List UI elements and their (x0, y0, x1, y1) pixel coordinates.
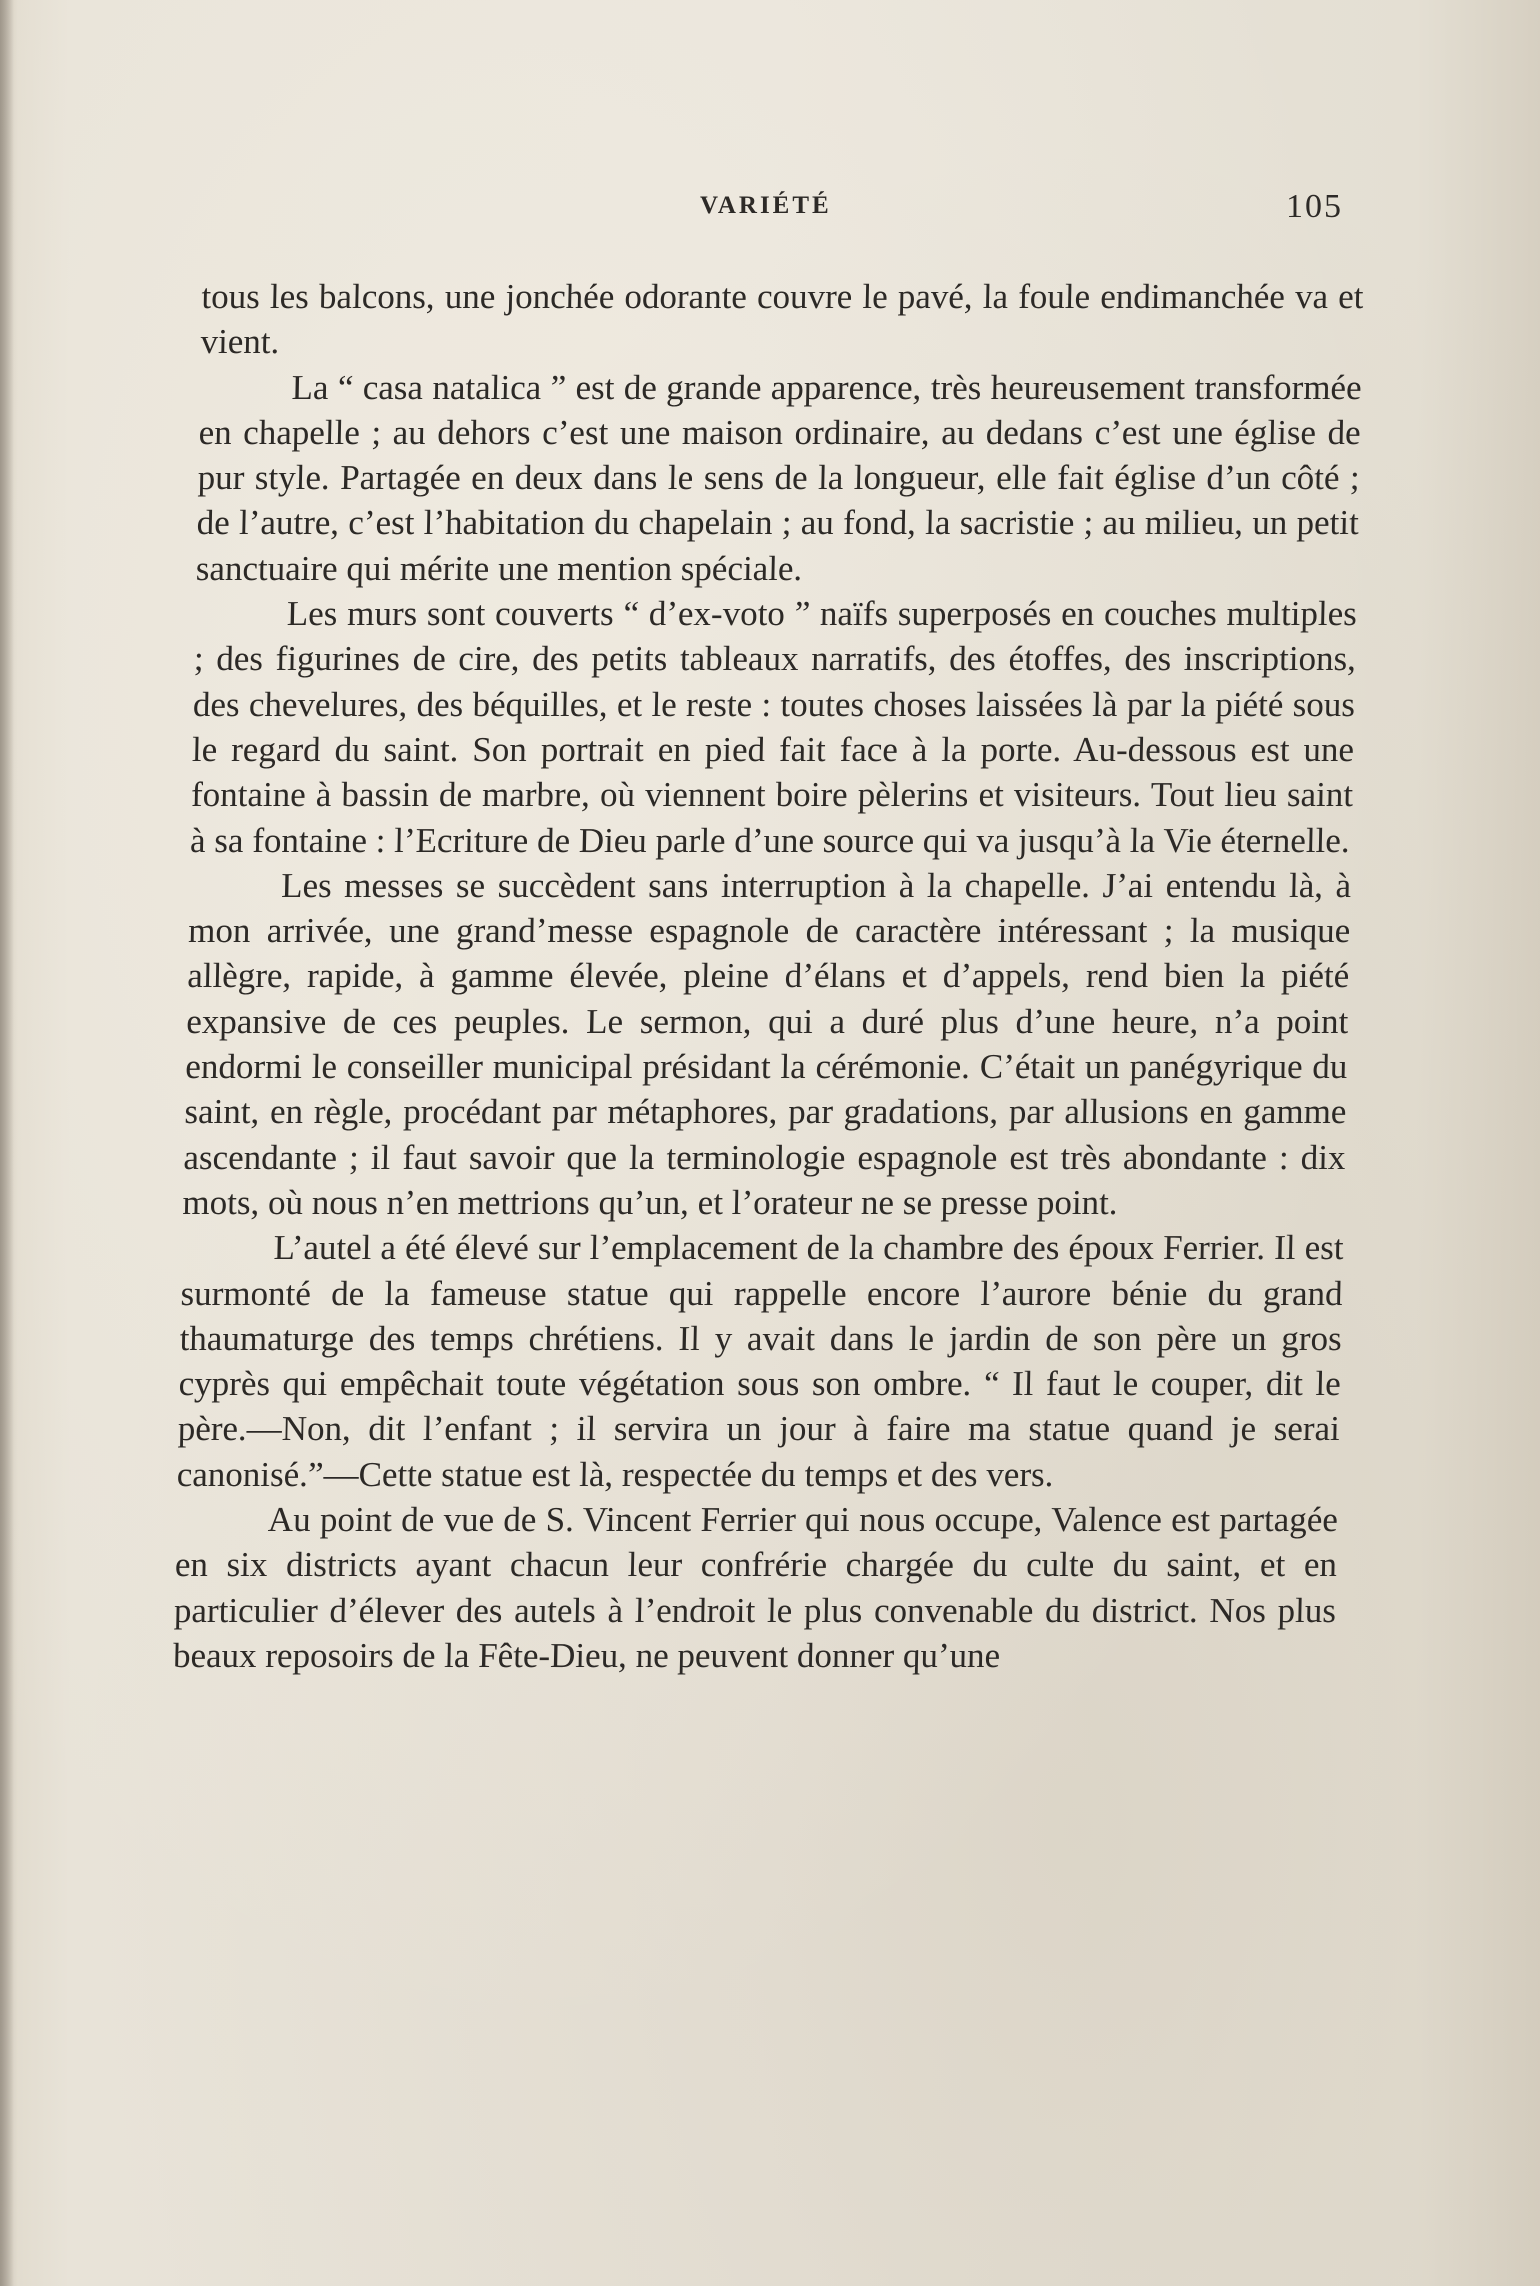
paragraph-2: La “ casa natalica ” est de grande apparence, très heureusement transformée en chapelle ; au dehors c’est une maison ordinaire, au dedans c’est une église de pur style. Partagée en deux dans le sens de la longueur, elle fait église d’un côté ; de l’autre, c’est l’habitation du chapelain ; au fond, la sacristie ; au milieu, un petit sanctuaire qui mérite une mention spéciale. (195, 367, 1363, 588)
body-text (173, 274, 1364, 1678)
paragraph-1: tous les balcons, une jonchée odorante couvre le pavé, la foule endimanchée va et vient. (200, 277, 1364, 362)
binding-shadow (0, 0, 14, 2286)
paragraph-4: Les messes se succèdent sans interruption à la chapelle. J’ai entendu là, à mon arrivée, une grand’messe espagnole de caractère intéressant ; la musique allègre, rapide, à gamme élevée, pleine d’élans et d’appels, rend bien la piété expansive de ces peuples. Le sermon, qui a duré plus d’une heure, n’a point endormi le conseiller municipal présidant la cérémonie. C’était un panégyrique du saint, en règle, procédant par métaphores, par gradations, par allusions en gamme ascendante ; il faut savoir que la terminologie espagnole est très abondante : dix mots, où nous n’en mettrions qu’un, et l’orateur ne se presse point. (182, 865, 1352, 1222)
paragraph-5: L’autel a été élevé sur l’emplacement de la chambre des époux Ferrier. Il est surmonté de la fameuse statue qui rappelle encore l’aurore bénie du grand thaumaturge des temps chrétiens. Il y avait dans le jardin de son père un gros cyprès qui empêchait toute végétation sous son ombre. “ Il faut le couper, dit le père.—Non, dit l’enfant ; il servira un jour à faire ma statue quand je serai canonisé.”—Cette statue est là, respectée du temps et des vers. (176, 1228, 1345, 1494)
page-number: 105 (1286, 188, 1343, 225)
paragraph-3: Les murs sont couverts “ d’ex-voto ” naïfs superposés en couches multiples ; des figurines de cire, des petits tableaux narratifs, des étoffes, des inscriptions, des chevelures, des béquilles, et le reste : toutes choses laissées là par la piété sous le regard du saint. Son portrait en pied fait face à la porte. Au-dessous est une fontaine à bassin de marbre, où viennent boire pèlerins et visiteurs. Tout lieu saint à sa fontaine : l’Ecriture de Dieu parle d’une source qui va jusqu’à la Vie éternelle. (189, 594, 1358, 860)
paragraph-6: Au point de vue de S. Vincent Ferrier qui nous occupe, Valence est partagée en six districts ayant chacun leur confrérie chargée du culte du saint, et en particulier d’élever des autels à l’endroit le plus convenable du district. Nos plus beaux reposoirs de la Fête-Dieu, ne peuvent donner qu’une (172, 1500, 1339, 1675)
running-head-title: VARIÉTÉ (700, 192, 832, 219)
running-head (0, 188, 1540, 232)
